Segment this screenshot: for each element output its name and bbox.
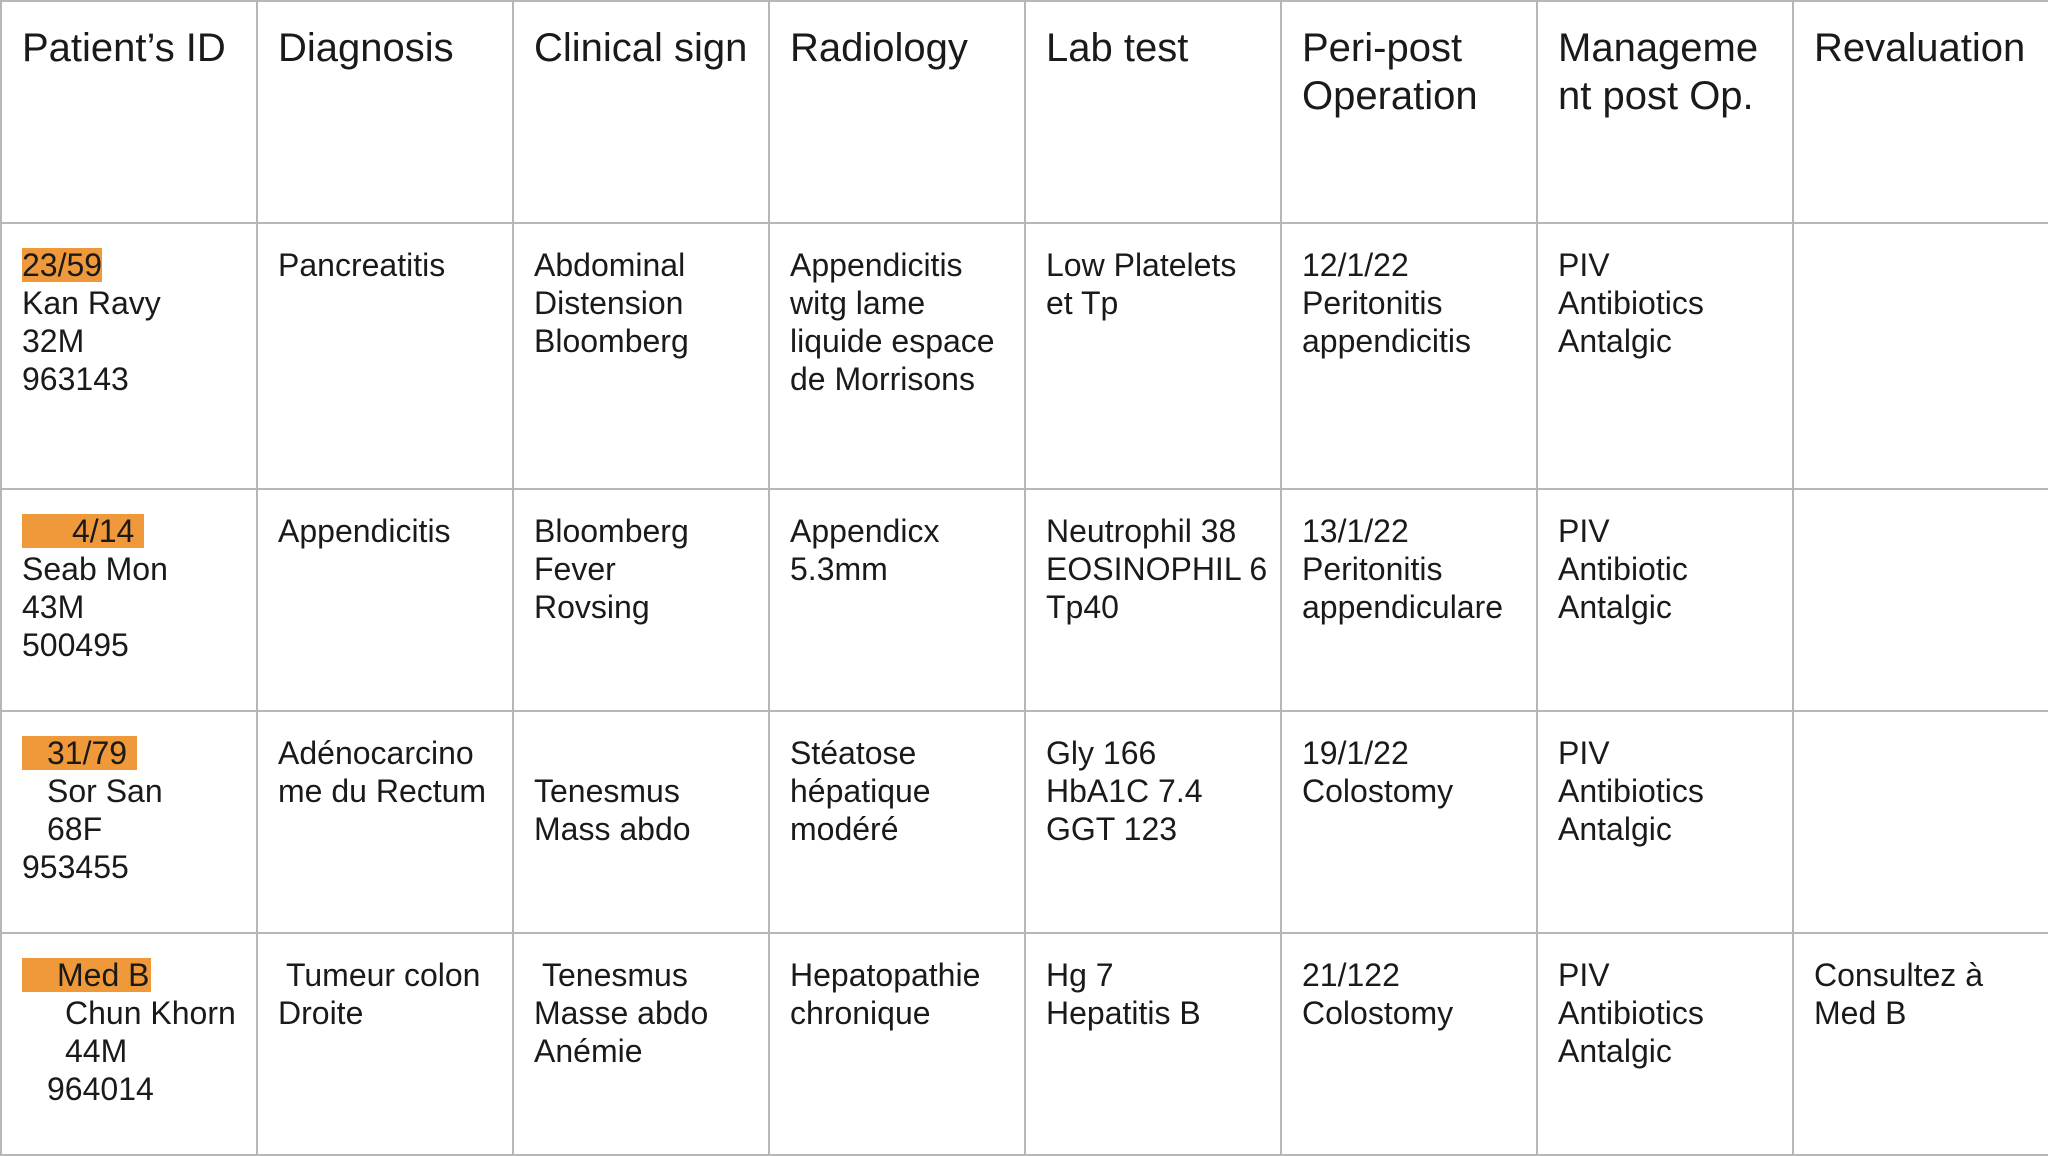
- cell-text: Antalgic: [1558, 323, 1672, 359]
- patient-age-sex: 43M: [22, 589, 85, 625]
- cell-text: chronique: [790, 995, 931, 1031]
- cell-text: PIV: [1558, 957, 1610, 993]
- cell-text: EOSINOPHIL 6: [1046, 551, 1268, 587]
- header-text: Operation: [1302, 74, 1478, 118]
- cell-operation: [1281, 223, 1537, 489]
- cell-clinical-sign: [513, 711, 769, 933]
- header-row: [1, 1, 2048, 223]
- cell-text: Antalgic: [1558, 811, 1672, 847]
- cell-text: Appendicitis: [278, 513, 451, 549]
- patient-age-sex: 44M: [65, 1033, 128, 1069]
- patient-name: Kan Ravy: [22, 285, 161, 321]
- cell-radiology: [769, 223, 1025, 489]
- header-text: Clinical sign: [534, 26, 748, 70]
- header-text: Lab test: [1046, 26, 1189, 70]
- cell-text: Colostomy: [1302, 995, 1454, 1031]
- table-row: [1, 711, 2048, 933]
- cell-text: Colostomy: [1302, 773, 1454, 809]
- cell-text: Tenesmus: [542, 957, 688, 993]
- header-text: Manageme: [1558, 26, 1759, 70]
- cell-revaluation: [1793, 223, 2048, 489]
- cell-patient-id: [1, 223, 257, 489]
- id-tag-highlight: 31/79: [22, 736, 137, 770]
- header-management-post-op: [1537, 1, 1793, 223]
- id-tag-highlight: Med B: [22, 958, 151, 992]
- cell-text: Tumeur colon: [286, 957, 481, 993]
- cell-text: modéré: [790, 811, 899, 847]
- cell-management: [1537, 933, 1793, 1155]
- cell-operation: [1281, 933, 1537, 1155]
- cell-text: Hepatitis B: [1046, 995, 1201, 1031]
- header-text: Radiology: [790, 26, 968, 70]
- cell-patient-id: [1, 933, 257, 1155]
- cell-revaluation: [1793, 489, 2048, 711]
- cell-text: Bloomberg: [534, 323, 689, 359]
- cell-management: [1537, 711, 1793, 933]
- cell-text: Stéatose: [790, 735, 917, 771]
- table-row: [1, 223, 2048, 489]
- cell-text: Bloomberg: [534, 513, 689, 549]
- patient-age-sex: 68F: [47, 811, 103, 847]
- cell-text: 19/1/22: [1302, 735, 1409, 771]
- cell-text: witg lame: [790, 285, 926, 321]
- cell-text: Antibiotic: [1558, 551, 1688, 587]
- patient-name: Sor San: [47, 773, 163, 809]
- patient-number: 953455: [22, 849, 129, 885]
- cell-clinical-sign: [513, 489, 769, 711]
- cell-text: liquide espace: [790, 323, 995, 359]
- cell-text: appendiculare: [1302, 589, 1504, 625]
- cell-text: Tp40: [1046, 589, 1119, 625]
- cell-text: Hg 7: [1046, 957, 1114, 993]
- cell-text: Consultez à: [1814, 957, 1983, 993]
- cell-text: appendicitis: [1302, 323, 1471, 359]
- header-text: nt post Op.: [1558, 74, 1754, 118]
- cell-operation: [1281, 711, 1537, 933]
- cell-text: Appendicitis: [790, 247, 963, 283]
- cell-diagnosis: [257, 489, 513, 711]
- cell-text: Mass abdo: [534, 811, 691, 847]
- table-row: [1, 489, 2048, 711]
- cell-diagnosis: [257, 933, 513, 1155]
- cell-text: HbA1C 7.4: [1046, 773, 1203, 809]
- cell-radiology: [769, 711, 1025, 933]
- cell-lab-test: [1025, 489, 1281, 711]
- cell-lab-test: [1025, 933, 1281, 1155]
- cell-text: Antalgic: [1558, 589, 1672, 625]
- cell-text: Peritonitis: [1302, 285, 1443, 321]
- cell-text: Peritonitis: [1302, 551, 1443, 587]
- cell-text: Antalgic: [1558, 1033, 1672, 1069]
- cell-text: Med B: [1814, 995, 1907, 1031]
- cell-text: Antibiotics: [1558, 773, 1704, 809]
- header-revaluation: [1793, 1, 2048, 223]
- cell-text: 13/1/22: [1302, 513, 1409, 549]
- cell-text: PIV: [1558, 247, 1610, 283]
- cell-text: Antibiotics: [1558, 995, 1704, 1031]
- cell-text: PIV: [1558, 513, 1610, 549]
- cell-text: Distension: [534, 285, 684, 321]
- header-clinical-sign: [513, 1, 769, 223]
- cell-patient-id: [1, 489, 257, 711]
- id-tag-highlight: 4/14: [22, 514, 144, 548]
- cell-lab-test: [1025, 223, 1281, 489]
- patient-name: Seab Mon: [22, 551, 168, 587]
- cell-text: Fever: [534, 551, 616, 587]
- cell-text: Abdominal: [534, 247, 686, 283]
- patient-name: Chun Khorn: [65, 995, 236, 1031]
- cell-operation: [1281, 489, 1537, 711]
- header-text: Diagnosis: [278, 26, 454, 70]
- header-diagnosis: [257, 1, 513, 223]
- cell-management: [1537, 223, 1793, 489]
- cell-text: GGT 123: [1046, 811, 1178, 847]
- cell-patient-id: [1, 711, 257, 933]
- patient-number: 964014: [47, 1071, 154, 1107]
- cell-text: 12/1/22: [1302, 247, 1409, 283]
- cell-text: de Morrisons: [790, 361, 975, 397]
- cell-diagnosis: [257, 711, 513, 933]
- id-tag-highlight: 23/59: [22, 247, 103, 283]
- cell-radiology: [769, 933, 1025, 1155]
- cell-clinical-sign: [513, 933, 769, 1155]
- cell-text: Droite: [278, 995, 364, 1031]
- cell-lab-test: [1025, 711, 1281, 933]
- cell-radiology: [769, 489, 1025, 711]
- header-text: Peri-post: [1302, 26, 1463, 70]
- cell-text: PIV: [1558, 735, 1610, 771]
- cell-text: et Tp: [1046, 285, 1119, 321]
- cell-text: Masse abdo: [534, 995, 709, 1031]
- cell-management: [1537, 489, 1793, 711]
- cell-text: Neutrophil 38: [1046, 513, 1237, 549]
- header-radiology: [769, 1, 1025, 223]
- cell-text: Pancreatitis: [278, 247, 446, 283]
- header-patient-id: [1, 1, 257, 223]
- cell-revaluation: [1793, 711, 2048, 933]
- cell-text: Appendicx: [790, 513, 940, 549]
- cell-text: Anémie: [534, 1033, 643, 1069]
- cell-clinical-sign: [513, 223, 769, 489]
- cell-text: Hepatopathie: [790, 957, 981, 993]
- header-text: Revaluation: [1814, 26, 2026, 70]
- cell-revaluation: [1793, 933, 2048, 1155]
- cell-text: 5.3mm: [790, 551, 888, 587]
- header-peri-post-operation: [1281, 1, 1537, 223]
- cell-text: Rovsing: [534, 589, 650, 625]
- cell-text: me du Rectum: [278, 773, 487, 809]
- cell-text: Antibiotics: [1558, 285, 1704, 321]
- patient-age-sex: 32M: [22, 323, 85, 359]
- header-text: Patient’s ID: [22, 26, 226, 70]
- cell-text: Tenesmus: [534, 773, 680, 809]
- cell-text: 21/122: [1302, 957, 1400, 993]
- patient-number: 500495: [22, 627, 129, 663]
- header-lab-test: [1025, 1, 1281, 223]
- cell-text: hépatique: [790, 773, 931, 809]
- table-row: [1, 933, 2048, 1155]
- cell-text: Low Platelets: [1046, 247, 1237, 283]
- cell-diagnosis: [257, 223, 513, 489]
- patient-number: 963143: [22, 361, 129, 397]
- cell-text: Adénocarcino: [278, 735, 474, 771]
- cell-text: Gly 166: [1046, 735, 1157, 771]
